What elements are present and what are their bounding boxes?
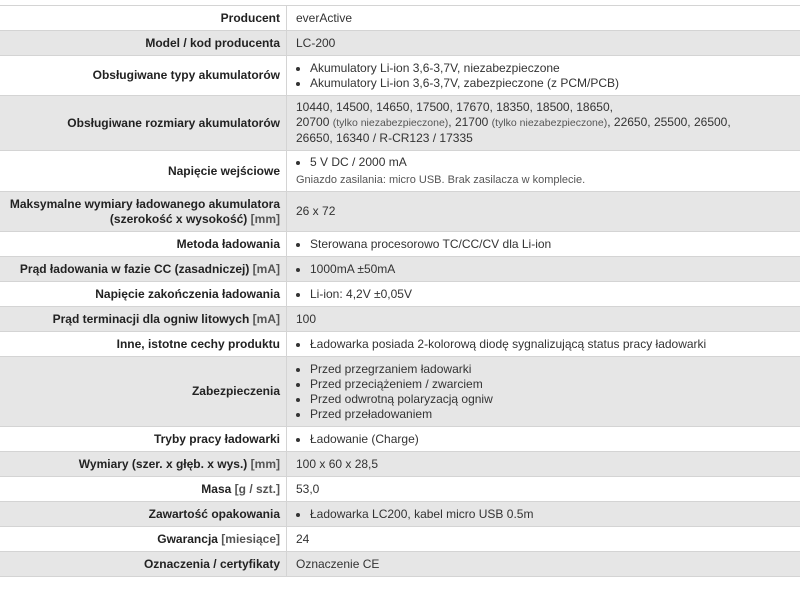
sizes-line: 10440, 14500, 14650, 17500, 17670, 18350, 18500, 18650, xyxy=(296,100,613,114)
sizes-line: 26650, 16340 / R-CR123 / 17335 xyxy=(296,131,473,145)
spec-table xyxy=(0,5,800,577)
row-label: Maksymalne wymiary ładowanego akumulatora (szerokość x wysokość) [mm] xyxy=(0,192,287,232)
row-label: Zabezpieczenia xyxy=(0,357,287,427)
table-row xyxy=(0,96,800,151)
row-value: 24 xyxy=(288,527,800,552)
row-label: Prąd terminacji dla ogniw litowych [mA] xyxy=(0,307,287,332)
row-value xyxy=(288,357,800,427)
row-value: everActive xyxy=(288,6,800,31)
row-label: Metoda ładowania xyxy=(0,232,287,257)
table-row xyxy=(0,552,800,577)
row-value: 100 x 60 x 28,5 xyxy=(288,452,800,477)
table-row xyxy=(0,502,800,527)
table-row xyxy=(0,6,800,31)
bullet-list xyxy=(296,287,796,302)
row-value: LC-200 xyxy=(288,31,800,56)
list-item: • Ładowarka LC200, kabel micro USB 0.5m xyxy=(310,507,796,522)
table-row xyxy=(0,357,800,427)
bullet-list xyxy=(296,337,796,352)
bullet-list xyxy=(296,362,796,422)
row-label: Obsługiwane rozmiary akumulatorów xyxy=(0,96,287,151)
row-value xyxy=(288,332,800,357)
row-value: 53,0 xyxy=(288,477,800,502)
list-item: • Ładowanie (Charge) xyxy=(310,432,796,447)
row-label: Tryby pracy ładowarki xyxy=(0,427,287,452)
table-row xyxy=(0,427,800,452)
row-label: Napięcie zakończenia ładowania xyxy=(0,282,287,307)
table-row xyxy=(0,307,800,332)
row-value xyxy=(288,151,800,192)
row-value: Oznaczenie CE xyxy=(288,552,800,577)
row-value xyxy=(288,96,800,151)
list-item: • Ładowarka posiada 2-kolorową diodę sygnalizującą status pracy ładowarki xyxy=(310,337,796,352)
row-label: Wymiary (szer. x głęb. x wys.) [mm] xyxy=(0,452,287,477)
bullet-list xyxy=(296,262,796,277)
row-label: Gwarancja [miesiące] xyxy=(0,527,287,552)
row-value xyxy=(288,232,800,257)
sizes-line: 20700 (tylko niezabezpieczone), 21700 (tylko niezabezpieczone), 22650, 25500, 26500, xyxy=(296,115,731,129)
list-item: • 1000mA ±50mA xyxy=(310,262,796,277)
row-label: Inne, istotne cechy produktu xyxy=(0,332,287,357)
list-item: • 5 V DC / 2000 mA xyxy=(310,155,796,170)
table-row xyxy=(0,282,800,307)
row-label: Producent xyxy=(0,6,287,31)
bullet-list xyxy=(296,155,796,170)
list-item: • Przed przegrzaniem ładowarki xyxy=(310,362,796,377)
list-item: • Przed przeciążeniem / zwarciem xyxy=(310,377,796,392)
row-value xyxy=(288,282,800,307)
table-row xyxy=(0,452,800,477)
table-row xyxy=(0,332,800,357)
table-row xyxy=(0,257,800,282)
table-row xyxy=(0,151,800,192)
list-item: • Akumulatory Li-ion 3,6-3,7V, niezabezpieczone xyxy=(310,61,796,76)
table-row xyxy=(0,56,800,96)
row-label: Model / kod producenta xyxy=(0,31,287,56)
row-label: Zawartość opakowania xyxy=(0,502,287,527)
row-label: Napięcie wejściowe xyxy=(0,151,287,192)
row-label: Oznaczenia / certyfikaty xyxy=(0,552,287,577)
table-row xyxy=(0,192,800,232)
list-item: • Przed przeładowaniem xyxy=(310,407,796,422)
row-value xyxy=(288,257,800,282)
list-item: • Li-ion: 4,2V ±0,05V xyxy=(310,287,796,302)
row-label: Obsługiwane typy akumulatorów xyxy=(0,56,287,96)
table-row xyxy=(0,31,800,56)
row-value xyxy=(288,427,800,452)
row-value: 100 xyxy=(288,307,800,332)
note-text: Gniazdo zasilania: micro USB. Brak zasilacza w komplecie. xyxy=(296,173,586,186)
table-row xyxy=(0,477,800,502)
bullet-list xyxy=(296,61,796,91)
row-value: 26 x 72 xyxy=(288,192,800,232)
table-row xyxy=(0,527,800,552)
list-item: • Przed odwrotną polaryzacją ogniw xyxy=(310,392,796,407)
row-label: Masa [g / szt.] xyxy=(0,477,287,502)
row-value xyxy=(288,502,800,527)
list-item: • Akumulatory Li-ion 3,6-3,7V, zabezpieczone (z PCM/PCB) xyxy=(310,76,796,91)
list-item: • Sterowana procesorowo TC/CC/CV dla Li-ion xyxy=(310,237,796,252)
bullet-list xyxy=(296,237,796,252)
table-row xyxy=(0,232,800,257)
row-label: Prąd ładowania w fazie CC (zasadniczej) [mA] xyxy=(0,257,287,282)
row-value xyxy=(288,56,800,96)
bullet-list xyxy=(296,507,796,522)
bullet-list xyxy=(296,432,796,447)
